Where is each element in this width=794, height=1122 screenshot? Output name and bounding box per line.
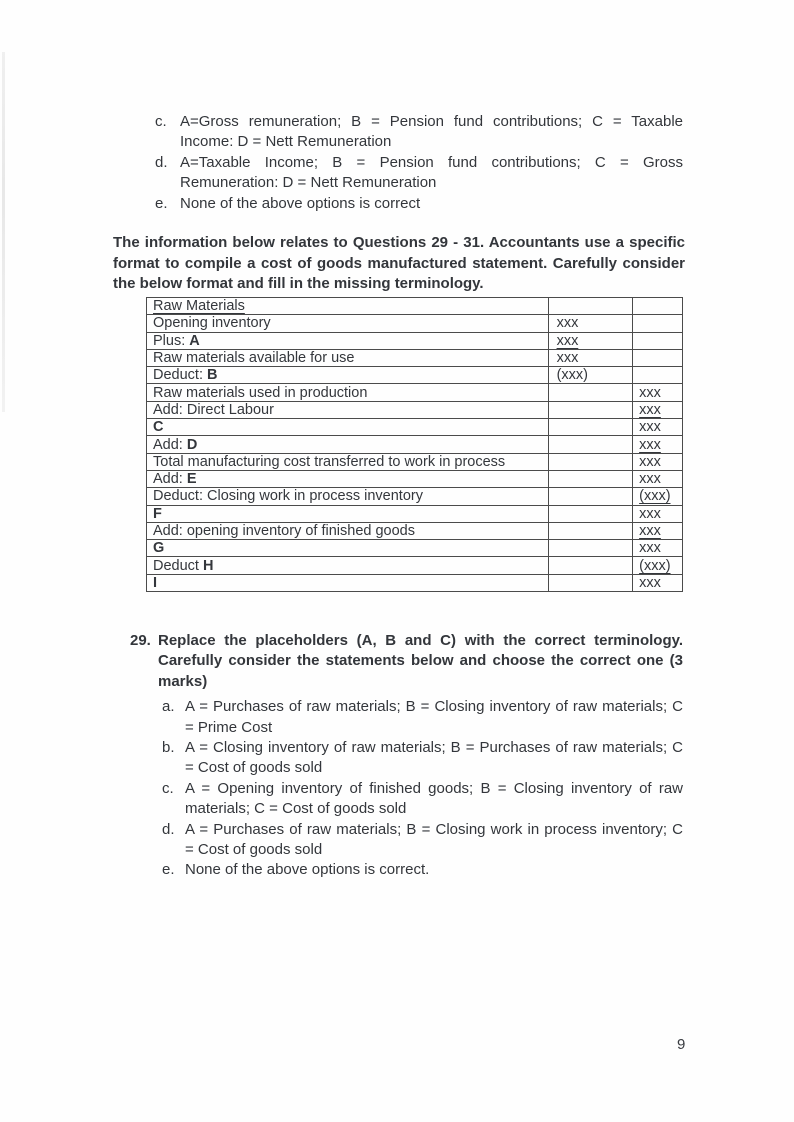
option-text: None of the above options is correct: [180, 194, 421, 212]
total-cell: [633, 349, 683, 366]
table-row: [147, 419, 683, 436]
row-label-cell: Add: Direct Labour: [147, 401, 549, 418]
subtotal-cell: [548, 401, 633, 418]
total-cell: xxx: [633, 574, 683, 591]
table-row: [147, 522, 683, 539]
row-label-cell: Total manufacturing cost transferred to work in process: [147, 453, 549, 470]
option-text: A = Purchases of raw materials; B = Closing work in process inventory; C = Cost of goods sold: [185, 820, 683, 859]
row-label-cell: G: [147, 540, 549, 557]
subtotal-cell: [548, 298, 633, 315]
prior-question-options: [113, 112, 683, 214]
option-c: [113, 112, 683, 153]
row-label-cell: Raw materials used in production: [147, 384, 549, 401]
option-marker: a.: [162, 698, 175, 716]
option-text: A = Purchases of raw materials; B = Closing inventory of raw materials; C = Prime Cost: [185, 698, 683, 736]
option-marker: d.: [162, 820, 175, 838]
subtotal-cell: (xxx): [548, 367, 633, 384]
scan-artifact-line: [2, 52, 5, 412]
row-label-cell: I: [147, 574, 549, 591]
row-label-cell: C: [147, 419, 549, 436]
total-cell: (xxx): [633, 557, 683, 574]
option-d: [113, 153, 683, 194]
page-number: 9: [677, 1036, 686, 1053]
subtotal-cell: xxx: [548, 349, 633, 366]
option-text: None of the above options is correct.: [185, 861, 430, 879]
total-cell: xxx: [633, 540, 683, 557]
row-label-cell: Raw materials available for use: [147, 349, 549, 366]
row-label-cell: Deduct: B: [147, 367, 549, 384]
option-text: A=Gross remuneration; B = Pension fund contributions; C = Taxable Income: D = Nett Remuneration: [180, 113, 683, 151]
table-row: [147, 367, 683, 384]
row-label-cell: Deduct H: [147, 557, 549, 574]
option-marker: c.: [155, 113, 167, 130]
option-marker: b.: [162, 739, 175, 757]
table-row: [147, 488, 683, 505]
subtotal-cell: [548, 574, 633, 591]
subtotal-cell: xxx: [548, 315, 633, 332]
cogm-table-body: [147, 298, 683, 592]
total-cell: [633, 367, 683, 384]
subtotal-cell: [548, 505, 633, 522]
subtotal-cell: [548, 384, 633, 401]
option-marker: e.: [155, 194, 168, 212]
total-cell: xxx: [633, 436, 683, 453]
total-cell: [633, 298, 683, 315]
subtotal-cell: xxx: [548, 332, 633, 349]
cogm-statement-table: [146, 297, 683, 592]
total-cell: [633, 332, 683, 349]
row-label-cell: Raw Materials: [147, 298, 549, 315]
table-row: [147, 332, 683, 349]
table-row: [147, 574, 683, 591]
subtotal-cell: [548, 470, 633, 487]
total-cell: xxx: [633, 522, 683, 539]
subtotal-cell: [548, 453, 633, 470]
total-cell: (xxx): [633, 488, 683, 505]
question-text: Replace the placeholders (A, B and C) with the correct terminology. Carefully consider the statements below and choose the correct one (3 marks): [158, 632, 683, 690]
row-label-cell: F: [147, 505, 549, 522]
option-e: [113, 860, 683, 880]
subtotal-cell: [548, 488, 633, 505]
option-marker: c.: [162, 779, 174, 797]
option-text: A = Opening inventory of finished goods; B = Closing inventory of raw materials; C = Cost of goods sold: [185, 779, 683, 818]
question-29-options: [113, 697, 683, 881]
table-row: [147, 384, 683, 401]
option-e: [113, 194, 683, 214]
table-row: [147, 436, 683, 453]
subtotal-cell: [548, 419, 633, 436]
table-row: [147, 557, 683, 574]
total-cell: xxx: [633, 453, 683, 470]
row-label-cell: Plus: A: [147, 332, 549, 349]
total-cell: xxx: [633, 419, 683, 436]
option-marker: d.: [155, 153, 168, 171]
table-row: [147, 298, 683, 315]
subtotal-cell: [548, 557, 633, 574]
row-label-cell: Opening inventory: [147, 315, 549, 332]
total-cell: xxx: [633, 470, 683, 487]
table-row: [147, 505, 683, 522]
subtotal-cell: [548, 540, 633, 557]
total-cell: xxx: [633, 384, 683, 401]
subtotal-cell: [548, 522, 633, 539]
table-row: [147, 453, 683, 470]
table-row: [147, 349, 683, 366]
total-cell: xxx: [633, 505, 683, 522]
row-label-cell: Add: opening inventory of finished goods: [147, 522, 549, 539]
option-d: [113, 820, 683, 861]
table-row: [147, 470, 683, 487]
intro-paragraph: The information below relates to Questions 29 - 31. Accountants use a specific format to compile a cost of goods manufactured statement. Carefully consider the below format and fill in the missing terminology.: [113, 234, 685, 292]
row-label-cell: Add: E: [147, 470, 549, 487]
row-label-cell: Deduct: Closing work in process inventory: [147, 488, 549, 505]
table-row: [147, 540, 683, 557]
option-b: [113, 738, 683, 779]
row-label-cell: Add: D: [147, 436, 549, 453]
subtotal-cell: [548, 436, 633, 453]
question-29-stem: [113, 631, 683, 692]
option-text: A = Closing inventory of raw materials; B = Purchases of raw materials; C = Cost of goods sold: [185, 739, 683, 777]
option-marker: e.: [162, 861, 175, 879]
total-cell: xxx: [633, 401, 683, 418]
option-text: A=Taxable Income; B = Pension fund contributions; C = Gross Remuneration: D = Nett Remuneration: [180, 153, 683, 192]
option-a: [113, 697, 683, 738]
question-29: [113, 631, 683, 881]
question-number: 29.: [130, 632, 151, 649]
total-cell: [633, 315, 683, 332]
table-row: [147, 401, 683, 418]
table-row: [147, 315, 683, 332]
option-c: [113, 779, 683, 820]
